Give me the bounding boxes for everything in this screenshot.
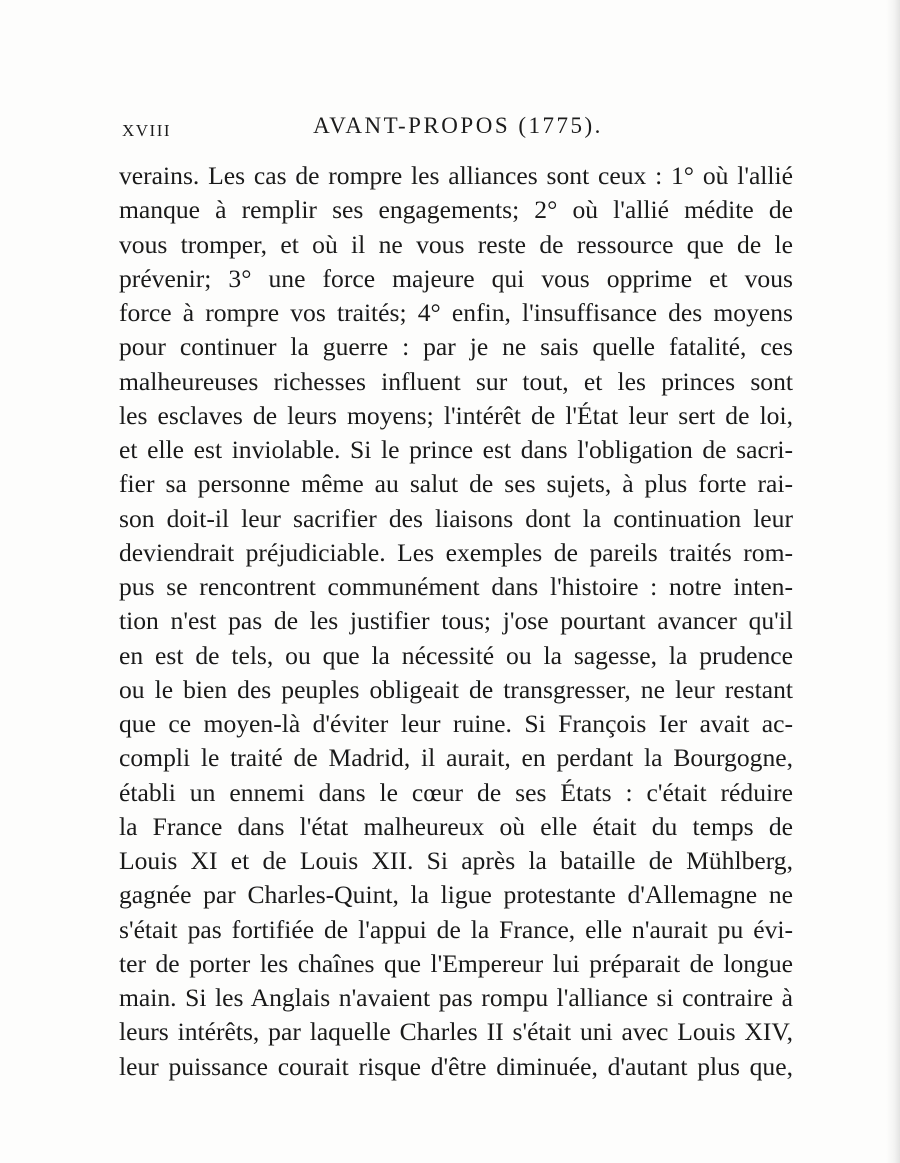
text-line: gagnée par Charles-Quint, la ligue protestante d'Allemagne ne — [119, 880, 793, 910]
text-line: et elle est inviolable. Si le prince est dans l'obligation de sacri- — [119, 435, 793, 464]
text-line: pus se rencontrent communément dans l'histoire : notre inten- — [119, 572, 793, 601]
text-line: malheureuses richesses influent sur tout, et les princes sont — [119, 366, 793, 396]
text-line: leur puissance courait risque d'être diminuée, d'autant plus que, — [119, 1051, 793, 1081]
text-line: ter de porter les chaînes que l'Empereur lui préparait de longue — [119, 948, 793, 978]
text-line: prévenir; 3° une force majeure qui vous opprime et vous — [119, 263, 793, 293]
text-line: pour continuer la guerre : par je ne sais quelle fatalité, ces — [119, 332, 793, 362]
text-line: main. Si les Anglais n'avaient pas rompu l'alliance si contraire à — [119, 983, 793, 1012]
text-line: fier sa personne même au salut de ses sujets, à plus forte rai- — [119, 469, 793, 499]
text-line: force à rompre vos traités; 4° enfin, l'insuffisance des moyens — [119, 298, 793, 327]
text-line: en est de tels, ou que la nécessité ou la sagesse, la prudence — [119, 640, 793, 670]
text-line: que ce moyen-là d'éviter leur ruine. Si François Ier avait ac- — [119, 709, 793, 738]
page-header — [122, 113, 794, 143]
text-line: Louis XI et de Louis XII. Si après la bataille de Mühlberg, — [119, 846, 793, 875]
text-line: les esclaves de leurs moyens; l'intérêt de l'État leur sert de loi, — [119, 400, 793, 430]
text-line: s'était pas fortifiée de l'appui de la France, elle n'aurait pu évi- — [119, 914, 793, 944]
text-line: deviendrait préjudiciable. Les exemples de pareils traités rom- — [119, 537, 793, 567]
text-line: verains. Les cas de rompre les alliances sont ceux : 1° où l'allié — [119, 161, 793, 190]
page-edge-shadow — [886, 0, 900, 1163]
text-line: la France dans l'état malheureux où elle était du temps de — [119, 811, 793, 841]
running-head: AVANT-PROPOS (1775). — [313, 113, 603, 138]
body-text — [119, 159, 793, 1084]
text-line: vous tromper, et où il ne vous reste de ressource que de le — [119, 229, 793, 259]
text-line: ou le bien des peuples obligeait de transgresser, ne leur restant — [119, 674, 793, 704]
text-line: compli le traité de Madrid, il aurait, en perdant la Bourgogne, — [119, 743, 793, 773]
text-line: manque à remplir ses engagements; 2° où l'allié médite de — [119, 195, 793, 225]
text-line: leurs intérêts, par laquelle Charles II s'était uni avec Louis XIV, — [119, 1017, 793, 1047]
text-line: son doit-il leur sacrifier des liaisons dont la continuation leur — [119, 503, 793, 533]
text-line: tion n'est pas de les justifier tous; j'ose pourtant avancer qu'il — [119, 606, 793, 636]
page-number: XVIII — [122, 121, 172, 140]
text-line: établi un ennemi dans le cœur de ses États : c'était réduire — [119, 777, 793, 807]
